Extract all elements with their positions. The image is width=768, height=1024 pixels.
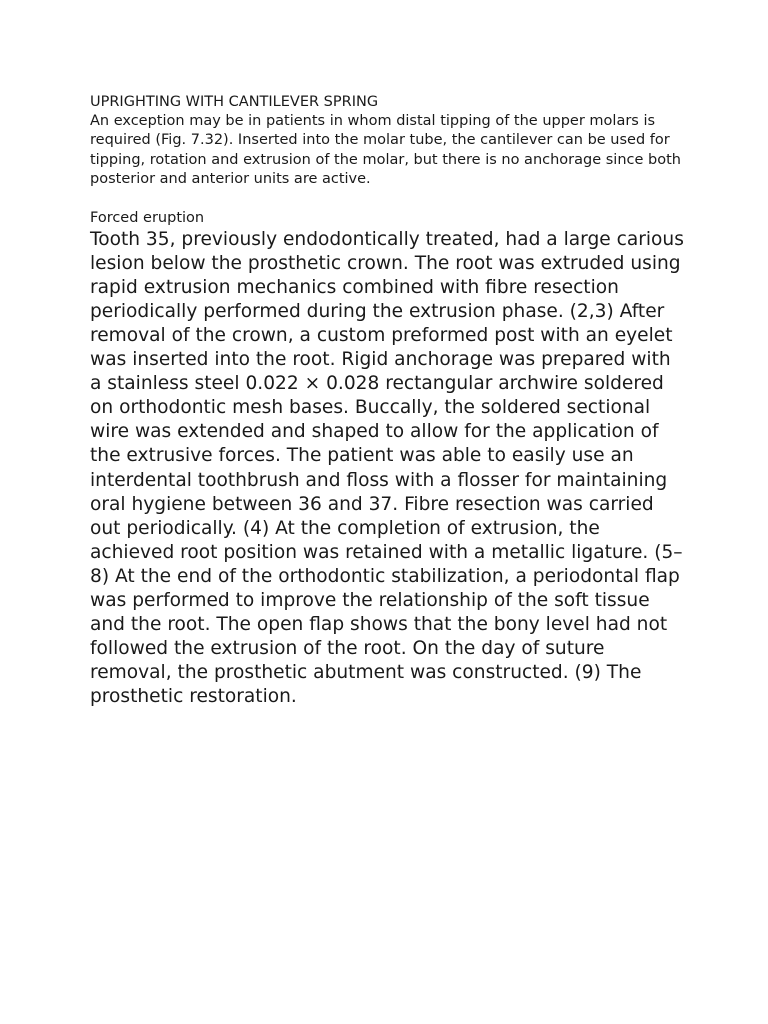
- section-heading-uprighting: UPRIGHTING WITH CANTILEVER SPRING: [90, 94, 379, 110]
- document-page: [90, 93, 690, 710]
- section-paragraph-forced-eruption: Tooth 35, previously endodontically treated, had a large carious lesion below the prosthetic crown. The root was extruded using rapid extrusion mechanics combined with fibre resection periodically performed during the extrusion phase. (2,3) After removal of the crown, a custom preformed post with an eyelet was inserted into the root. Rigid anchorage was prepared with a stainless steel 0.022 × 0.028 rectangular archwire soldered on orthodontic mesh bases. Buccally, the soldered sectional wire was extended and shaped to allow for the application of the extrusive forces. The patient was able to easily use an interdental toothbrush and floss with a flosser for maintaining oral hygiene between 36 and 37. Fibre resection was carried out periodically. (4) At the completion of extrusion, the achieved root position was retained with a metallic ligature. (5–8) At the end of the orthodontic stabilization, a periodontal flap was performed to improve the relationship of the soft tissue and the root. The open flap shows that the bony level had not followed the extrusion of the root. On the day of suture removal, the prosthetic abutment was constructed. (9) The prosthetic restoration.: [90, 228, 684, 708]
- section-heading-forced-eruption: Forced eruption: [90, 209, 205, 226]
- section-paragraph-uprighting: An exception may be in patients in whom distal tipping of the upper molars is required (Fig. 7.32). Inserted into the molar tube, the cantilever can be used for tipping, rotation and extrusion of the molar, but there is no anchorage since both posterior and anterior units are active.: [90, 113, 681, 188]
